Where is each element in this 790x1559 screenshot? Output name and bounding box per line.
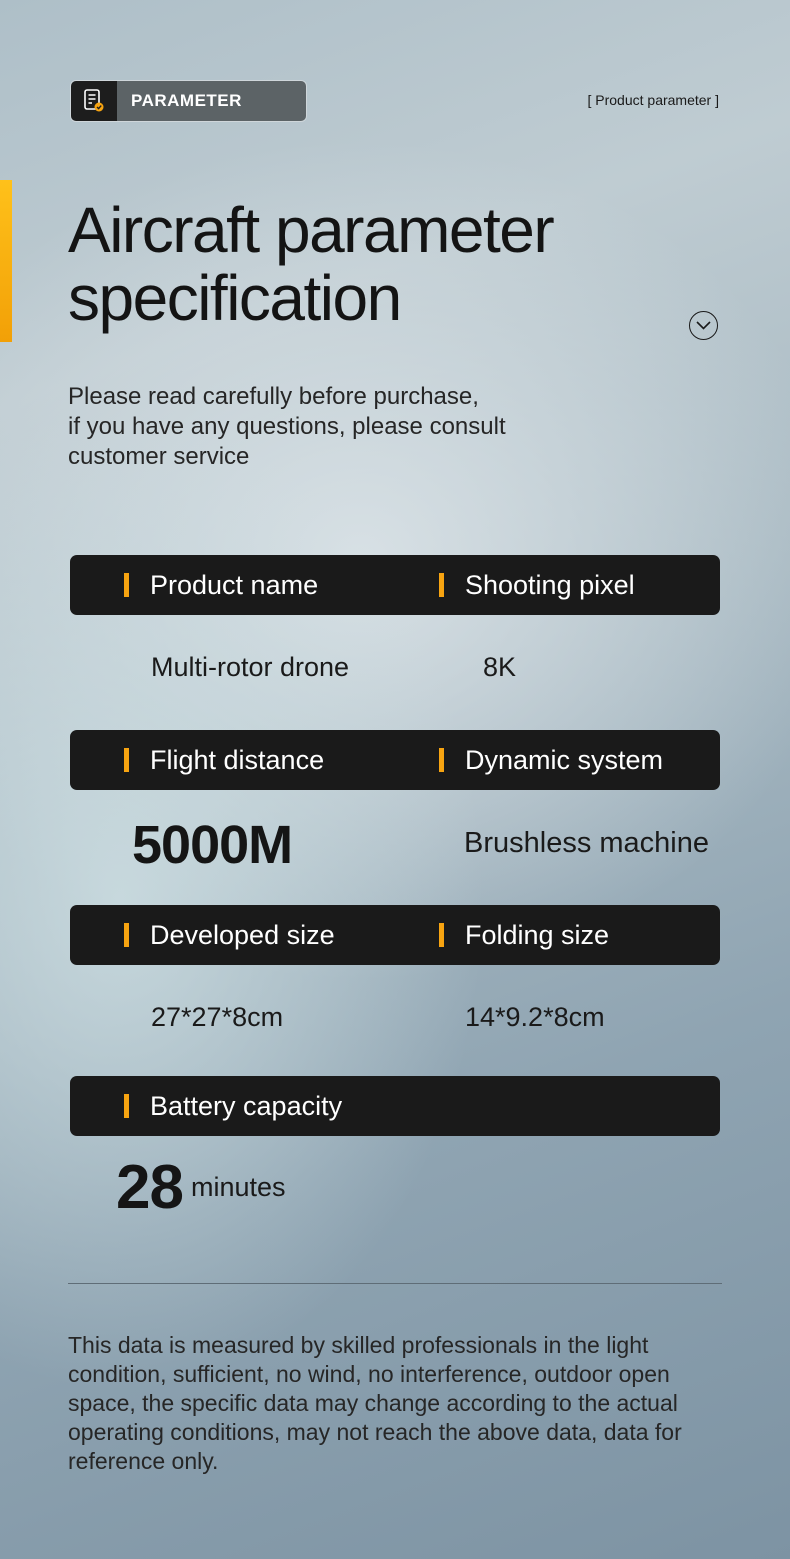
title-line-1: Aircraft parameter	[68, 194, 554, 266]
spec-value-dynamic-system: Brushless machine	[464, 827, 709, 859]
spec-value-shooting-pixel: 8K	[483, 652, 517, 682]
parameter-badge	[70, 80, 307, 122]
section-tag: [ Product parameter ]	[587, 92, 719, 108]
spec-header-row-1	[70, 555, 720, 615]
disclaimer-note: This data is measured by skilled professionals in the light condition, sufficient, no wind, no interference, outdoor open space, the specific data may change according to the actual operating conditions, may not reach the above data, data for reference only.	[68, 1332, 682, 1474]
spec-value-battery-number: 28	[116, 1153, 183, 1222]
intro-line-3: customer service	[68, 443, 250, 470]
spec-label-text: Flight distance	[150, 744, 325, 775]
accent-mark	[439, 923, 444, 947]
spec-value-developed-size: 27*27*8cm	[151, 1002, 284, 1032]
spec-label-text: Product name	[150, 569, 319, 600]
accent-mark	[124, 748, 129, 772]
spec-label-text: Shooting pixel	[465, 569, 635, 600]
spec-label-shooting-pixel	[439, 555, 635, 615]
spec-label-text: Battery capacity	[150, 1090, 343, 1121]
divider	[68, 1283, 722, 1284]
title-line-2: specification	[68, 262, 401, 334]
page-title	[68, 196, 553, 332]
spec-label-text: Developed size	[150, 919, 335, 950]
spec-header-row-4	[70, 1076, 720, 1136]
chevron-down-circle-icon[interactable]	[689, 311, 718, 340]
accent-mark	[439, 748, 444, 772]
spec-label-folding-size	[439, 905, 609, 965]
spec-value-product-name: Multi-rotor drone	[151, 652, 350, 682]
accent-bar	[0, 180, 12, 342]
spec-label-battery-capacity	[124, 1076, 342, 1136]
spec-header-row-3	[70, 905, 720, 965]
accent-mark	[124, 573, 129, 597]
spec-value-flight-distance: 5000M	[132, 815, 293, 875]
spec-label-dynamic-system	[439, 730, 663, 790]
accent-mark	[124, 1094, 129, 1118]
spec-label-flight-distance	[124, 730, 324, 790]
document-check-icon	[71, 81, 117, 121]
spec-value-folding-size: 14*9.2*8cm	[465, 1002, 605, 1032]
spec-label-text: Dynamic system	[465, 744, 664, 775]
accent-mark	[439, 573, 444, 597]
badge-label: PARAMETER	[117, 81, 306, 121]
intro-line-1: Please read carefully before purchase,	[68, 383, 479, 410]
spec-label-product-name	[124, 555, 318, 615]
accent-mark	[124, 923, 129, 947]
spec-label-text: Folding size	[465, 919, 610, 950]
spec-value-battery-unit: minutes	[191, 1172, 286, 1202]
spec-header-row-2	[70, 730, 720, 790]
intro-text	[68, 382, 608, 472]
intro-line-2: if you have any questions, please consult	[68, 413, 506, 440]
spec-label-developed-size	[124, 905, 335, 965]
